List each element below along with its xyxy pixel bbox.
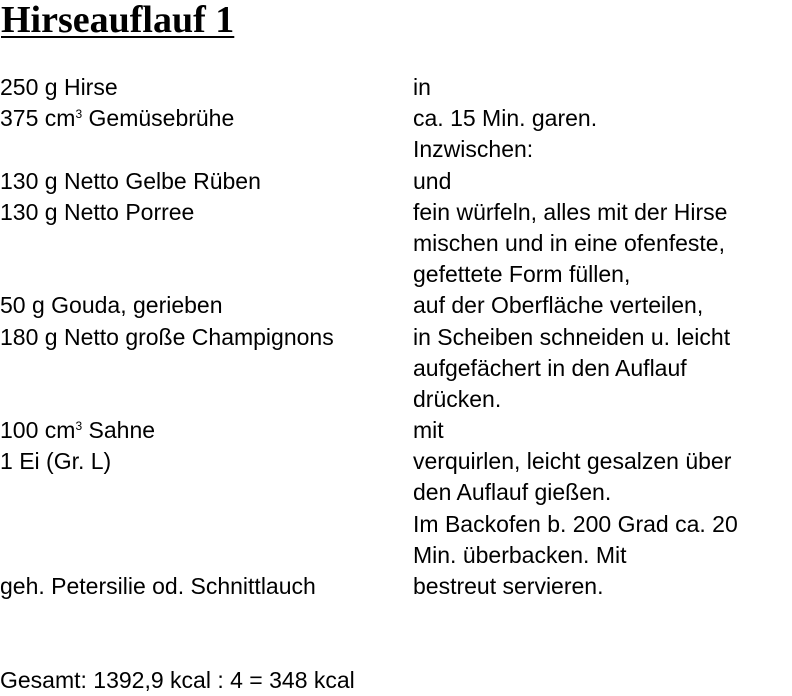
instruction-cell [413, 197, 792, 291]
recipe-row [0, 290, 792, 321]
instruction-line: aufgefächert in den Auflauf [413, 354, 687, 381]
ingredient-amount: 130 g [0, 198, 58, 225]
instruction-line: den Auflauf gießen. [413, 479, 612, 506]
ingredient-name: Gouda, gerieben [51, 292, 223, 319]
ingredient-name: geh. Petersilie od. Schnittlauch [0, 573, 316, 599]
recipe-row [0, 446, 792, 571]
ingredient-line [0, 290, 413, 321]
ingredient-amount: 180 g [0, 323, 58, 350]
recipe-row [0, 571, 792, 602]
unit-superscript: 3 [75, 107, 83, 122]
ingredient-amount: 375 cm [0, 105, 76, 132]
ingredient-name: Gemüsebrühe [88, 105, 235, 132]
ingredient-line [0, 166, 413, 197]
recipe-row [0, 103, 792, 165]
instruction-line: Inzwischen: [413, 136, 534, 163]
ingredient-amount: 100 cm [0, 417, 76, 444]
instruction-cell [413, 290, 792, 321]
ingredient-name: Ei (Gr. L) [19, 448, 112, 475]
ingredient-name: Netto Gelbe Rüben [63, 167, 261, 194]
instruction-line: und [413, 167, 452, 194]
instruction-line: Min. überbacken. Mit [413, 541, 627, 568]
instruction-line: in Scheiben schneiden u. leicht [413, 323, 731, 350]
instruction-cell [413, 415, 792, 446]
ingredient-line [0, 415, 413, 446]
instruction-cell [413, 72, 792, 103]
instruction-cell [413, 322, 792, 416]
calorie-total: Gesamt: 1392,9 kcal : 4 = 348 kcal [0, 667, 355, 693]
ingredient-line [0, 72, 413, 103]
instruction-line: Im Backofen b. 200 Grad ca. 20 [413, 510, 738, 537]
recipe-row [0, 166, 792, 197]
instruction-line: mit [413, 417, 444, 444]
instruction-cell [413, 571, 792, 602]
recipe-title: Hirseauflauf 1 [1, 0, 235, 41]
recipe-table [0, 72, 792, 602]
ingredient-cell [0, 72, 413, 103]
ingredient-amount: 50 g [0, 292, 45, 319]
instruction-cell [413, 446, 792, 571]
ingredient-amount: 1 [0, 448, 13, 475]
unit-superscript: 3 [75, 419, 83, 434]
ingredient-cell [0, 103, 413, 134]
recipe-row [0, 322, 792, 416]
recipe-row [0, 72, 792, 103]
ingredient-cell [0, 446, 413, 477]
ingredient-line [0, 197, 413, 228]
instruction-line: mischen und in eine ofenfeste, [413, 229, 725, 256]
instruction-cell [413, 103, 792, 165]
instruction-line: ca. 15 Min. garen. [413, 105, 598, 132]
recipe-row [0, 197, 792, 291]
ingredient-cell [0, 290, 413, 321]
ingredient-cell [0, 322, 413, 353]
instruction-line: in [413, 74, 431, 100]
ingredient-cell [0, 166, 413, 197]
ingredient-cell [0, 415, 413, 446]
ingredient-name: Netto Porree [63, 198, 195, 225]
ingredient-name: Netto große Champignons [63, 323, 334, 350]
ingredient-cell [0, 571, 413, 602]
ingredient-line [0, 571, 413, 602]
instruction-cell [413, 166, 792, 197]
recipe-row [0, 415, 792, 446]
ingredient-line [0, 103, 413, 134]
ingredient-amount: 250 g [0, 74, 58, 100]
ingredient-line [0, 446, 413, 477]
ingredient-cell [0, 197, 413, 228]
ingredient-line [0, 322, 413, 353]
ingredient-name: Sahne [88, 417, 156, 444]
instruction-line: drücken. [413, 385, 502, 412]
ingredient-amount: 130 g [0, 167, 58, 194]
ingredient-name: Hirse [63, 74, 118, 100]
instruction-line: gefettete Form füllen, [413, 261, 631, 288]
instruction-line: auf der Oberfläche verteilen, [413, 292, 704, 319]
instruction-line: verquirlen, leicht gesalzen über [413, 448, 732, 475]
instruction-line: fein würfeln, alles mit der Hirse [413, 198, 728, 225]
instruction-line: bestreut servieren. [413, 573, 604, 599]
